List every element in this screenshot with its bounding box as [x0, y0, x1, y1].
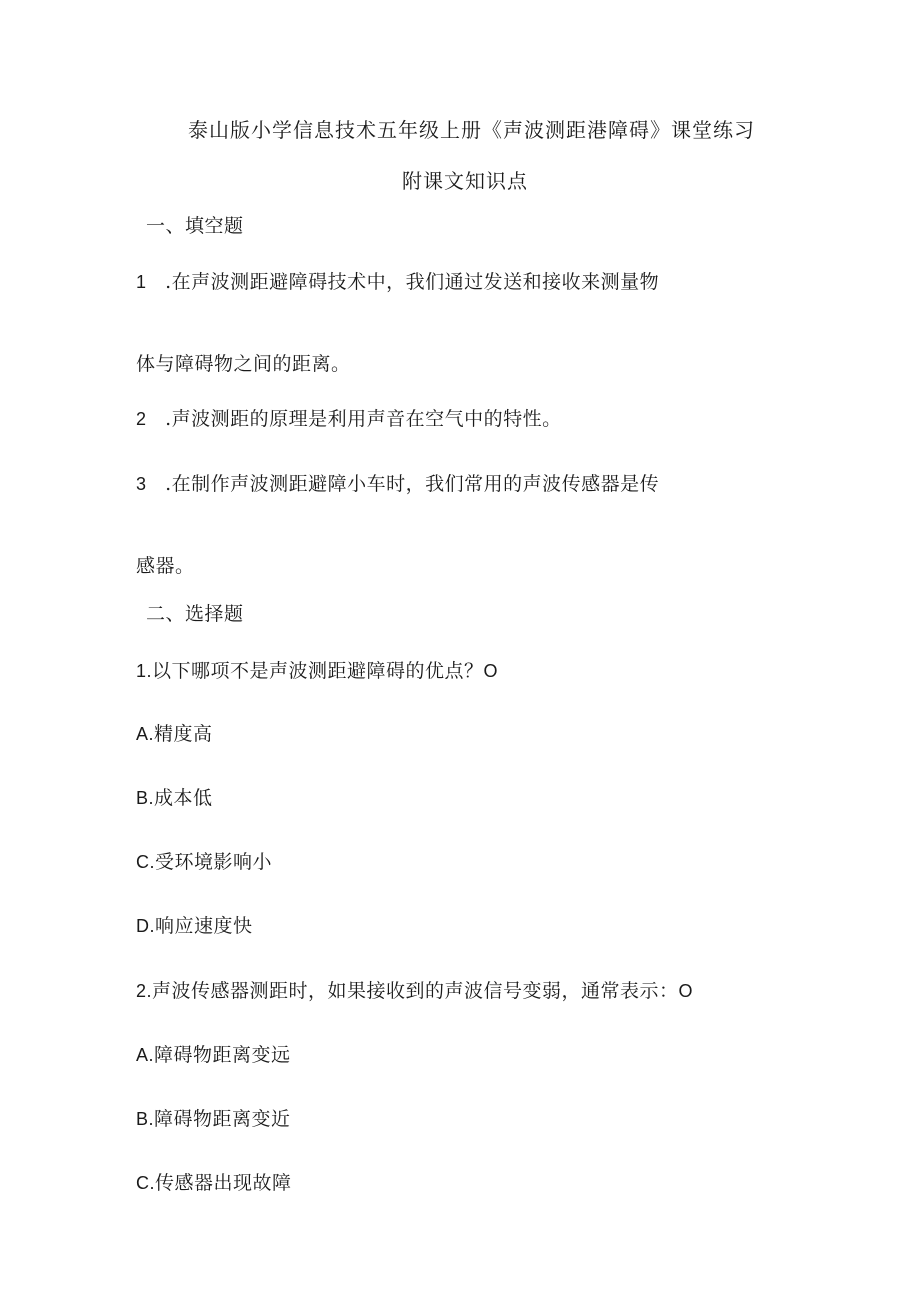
option-c	[136, 1171, 292, 1195]
question-text: .在制作声波测距避障小车时，我们常用的声波传感器是传	[165, 473, 660, 495]
option-letter: C.	[136, 1173, 155, 1193]
answer-paren: O	[678, 981, 694, 1001]
option-letter: A.	[136, 1045, 155, 1065]
option-d	[136, 914, 253, 938]
option-letter: A.	[136, 724, 155, 744]
question-number: 2	[136, 409, 147, 429]
question-choice-1	[136, 659, 498, 683]
option-letter: B.	[136, 788, 155, 808]
question-text: .在声波测距避障碍技术中，我们通过发送和接收来测量物	[165, 271, 660, 293]
option-text: 受环境影响小	[155, 851, 273, 873]
option-b	[136, 1107, 291, 1131]
question-fill-3	[136, 472, 659, 496]
page-subtitle: 附课文知识点	[402, 169, 528, 193]
question-fill-3-continued: 感器。	[136, 555, 195, 577]
option-text: 精度高	[154, 723, 213, 745]
option-letter: B.	[136, 1109, 155, 1129]
question-number: 1	[136, 272, 147, 292]
option-text: 传感器出现故障	[155, 1172, 292, 1194]
answer-paren: O	[483, 661, 499, 681]
option-a	[136, 722, 213, 746]
option-text: 障碍物距离变近	[154, 1108, 291, 1130]
option-a	[136, 1043, 291, 1067]
question-fill-1	[136, 270, 659, 294]
question-number: 2.	[136, 981, 153, 1001]
option-c	[136, 850, 272, 874]
question-text: 声波传感器测距时，如果接收到的声波信号变弱，通常表示：	[152, 980, 679, 1002]
question-fill-1-continued: 体与障碍物之间的距离。	[136, 353, 351, 375]
page-title: 泰山版小学信息技术五年级上册《声波测距港障碍》课堂练习	[188, 118, 755, 142]
option-letter: C.	[136, 852, 155, 872]
question-fill-2	[136, 407, 562, 431]
option-text: 障碍物距离变远	[154, 1044, 291, 1066]
section-heading-fill-blank: 一、填空题	[146, 215, 244, 237]
option-text: 成本低	[154, 787, 213, 809]
question-number: 3	[136, 474, 147, 494]
option-text: 响应速度快	[155, 915, 253, 937]
question-text: 以下哪项不是声波测距避障碍的优点？	[152, 660, 484, 682]
option-b	[136, 786, 213, 810]
option-letter: D.	[136, 916, 155, 936]
question-choice-2	[136, 979, 693, 1003]
question-text: .声波测距的原理是利用声音在空气中的特性。	[165, 408, 562, 430]
question-number: 1.	[136, 661, 153, 681]
section-heading-multiple-choice: 二、选择题	[146, 603, 244, 625]
